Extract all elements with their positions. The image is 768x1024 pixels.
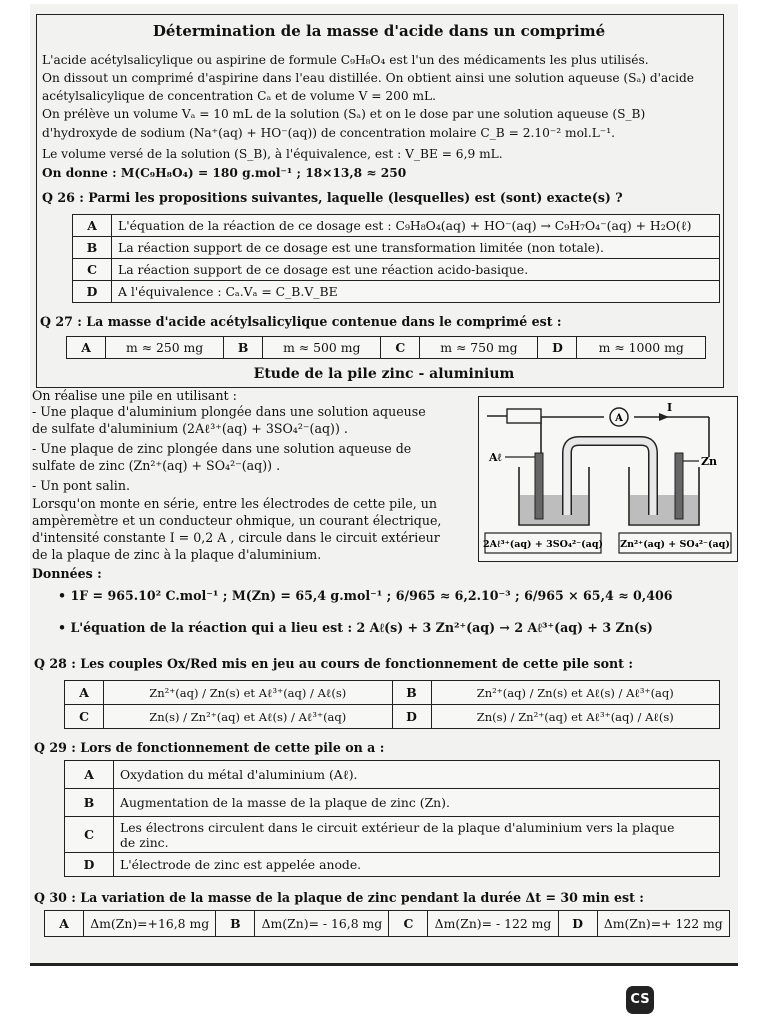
- left-solution-label: 2Aℓ³⁺(aq) + 3SO₄²⁻(aq): [483, 539, 603, 550]
- q27-option-d-letter[interactable]: D: [538, 337, 577, 359]
- option-text: La réaction support de ce dosage est une réaction acido-basique.: [112, 259, 720, 281]
- bottom-rule: [30, 963, 738, 966]
- donnees-bullet-1: • 1F = 965.10² C.mol⁻¹ ; M(Zn) = 65,4 g.mol⁻¹ ; 6/965 ≈ 6,2.10⁻³ ; 6/965 × 65,4 ≈ 0,406: [58, 588, 673, 603]
- intro-line-7: On donne : M(C₉H₈O₄) = 180 g.mol⁻¹ ; 18×13,8 ≈ 250: [42, 166, 407, 180]
- option-letter: B: [65, 789, 114, 817]
- q30-option-a[interactable]: Δm(Zn)=+16,8 mg: [84, 911, 216, 937]
- q30-option-c[interactable]: Δm(Zn)= - 122 mg: [428, 911, 558, 937]
- q29-option-b[interactable]: [65, 789, 720, 817]
- q30-option-b-letter[interactable]: B: [216, 911, 255, 937]
- donnees-bullet-2: • L'équation de la réaction qui a lieu est : 2 Aℓ(s) + 3 Zn²⁺(aq) → 2 Aℓ³⁺(aq) + 3 Zn(s): [58, 620, 653, 635]
- q30-option-a-letter[interactable]: A: [45, 911, 84, 937]
- pile-line-8: ampèremètre et un conducteur ohmique, un courant électrique,: [32, 513, 442, 528]
- pile-line-5: sulfate de zinc (Zn²⁺(aq) + SO₄²⁻(aq)) .: [32, 458, 281, 473]
- q30-option-d[interactable]: Δm(Zn)=+ 122 mg: [597, 911, 729, 937]
- q30-question: Q 30 : La variation de la masse de la plaque de zinc pendant la durée Δt = 30 min est :: [34, 890, 644, 905]
- q28-option-a-letter[interactable]: A: [65, 681, 104, 705]
- q27-option-b-letter[interactable]: B: [224, 337, 263, 359]
- pile-diagram: [478, 396, 738, 562]
- q26-question: Q 26 : Parmi les propositions suivantes, laquelle (lesquelles) est (sont) exacte(s) ?: [42, 190, 623, 205]
- q26-option-a[interactable]: [73, 215, 720, 237]
- q27-option-c-letter[interactable]: C: [381, 337, 420, 359]
- pile-diagram-svg: [479, 397, 737, 561]
- q28-options: [64, 680, 720, 729]
- document-title: Détermination de la masse d'acide dans un comprimé: [152, 22, 606, 40]
- q27-option-b[interactable]: m ≈ 500 mg: [263, 337, 381, 359]
- pile-line-3: de sulfate d'aluminium (2Aℓ³⁺(aq) + 3SO₄²⁻(aq)) .: [32, 421, 348, 436]
- zn-electrode: [675, 453, 683, 519]
- option-letter: D: [73, 281, 112, 303]
- option-letter: A: [73, 215, 112, 237]
- intro-line-2: On dissout un comprimé d'aspirine dans l'eau distillée. On obtient ainsi une solution aqueuse (Sₐ) d'acide: [42, 71, 695, 85]
- q27-option-a[interactable]: m ≈ 250 mg: [106, 337, 224, 359]
- donnees-line-1: 1F = 965.10² C.mol⁻¹ ; M(Zn) = 65,4 g.mol⁻¹ ; 6/965 ≈ 6,2.10⁻³ ; 6/965 × 65,4 ≈ 0,406: [70, 588, 673, 603]
- option-letter: C: [73, 259, 112, 281]
- q28-option-b-letter[interactable]: B: [392, 681, 431, 705]
- option-text: La réaction support de ce dosage est une transformation limitée (non totale).: [112, 237, 720, 259]
- intro-line-1: L'acide acétylsalicylique ou aspirine de formule C₉H₈O₄ est l'un des médicaments les plus utilisés.: [42, 53, 649, 67]
- ammeter-label: A: [615, 413, 623, 424]
- q29-option-a[interactable]: [65, 761, 720, 789]
- camscanner-logo-icon[interactable]: CS: [626, 986, 654, 1014]
- option-letter: D: [65, 853, 114, 877]
- pile-line-2: - Une plaque d'aluminium plongée dans une solution aqueuse: [32, 404, 426, 419]
- option-text-line-2: de zinc.: [120, 834, 169, 850]
- q27-option-c[interactable]: m ≈ 750 mg: [420, 337, 538, 359]
- q28-option-b[interactable]: Zn²⁺(aq) / Zn(s) et Aℓ(s) / Aℓ³⁺(aq): [431, 681, 720, 705]
- donnees-line-2: L'équation de la réaction qui a lieu est : 2 Aℓ(s) + 3 Zn²⁺(aq) → 2 Aℓ³⁺(aq) + 3 Zn(s): [70, 620, 653, 635]
- q27-options: [66, 336, 706, 359]
- q29-question: Q 29 : Lors de fonctionnement de cette pile on a :: [34, 740, 385, 755]
- q26-option-c[interactable]: [73, 259, 720, 281]
- q26-option-b[interactable]: [73, 237, 720, 259]
- pile-line-9: d'intensité constante I = 0,2 A , circule dans le circuit extérieur: [32, 530, 440, 545]
- q28-option-d[interactable]: Zn(s) / Zn²⁺(aq) et Aℓ³⁺(aq) / Aℓ(s): [431, 705, 720, 729]
- q29-option-c[interactable]: [65, 817, 720, 853]
- q29-option-d[interactable]: [65, 853, 720, 877]
- q27-option-a-letter[interactable]: A: [67, 337, 106, 359]
- zn-label: Zn: [701, 455, 718, 468]
- q27-option-d[interactable]: m ≈ 1000 mg: [577, 337, 706, 359]
- q30-options: [44, 910, 730, 937]
- option-letter: B: [73, 237, 112, 259]
- q26-option-d[interactable]: [73, 281, 720, 303]
- al-electrode: [535, 453, 543, 519]
- pile-line-6: - Un pont salin.: [32, 478, 130, 493]
- resistor-icon: [507, 409, 541, 423]
- option-text: [114, 817, 720, 853]
- option-text: L'électrode de zinc est appelée anode.: [114, 853, 720, 877]
- current-arrow-icon: [659, 413, 669, 421]
- option-letter: A: [65, 761, 114, 789]
- option-text-line-1: Les électrons circulent dans le circuit extérieur de la plaque d'aluminium vers la plaque: [120, 819, 675, 835]
- pile-line-7: Lorsqu'on monte en série, entre les électrodes de cette pile, un: [32, 496, 437, 511]
- current-label: I: [667, 401, 673, 414]
- donnees-label: Données :: [32, 566, 102, 581]
- q28-option-c[interactable]: Zn(s) / Zn²⁺(aq) et Aℓ(s) / Aℓ³⁺(aq): [104, 705, 393, 729]
- intro-line-4: On prélève un volume Vₐ = 10 mL de la solution (Sₐ) et on le dose par une solution aqueuse (S_B): [42, 107, 646, 121]
- al-label: Aℓ: [489, 451, 502, 464]
- solution-left: [520, 495, 588, 524]
- pile-line-10: de la plaque de zinc à la plaque d'aluminium.: [32, 547, 322, 562]
- option-text: A l'équivalence : Cₐ.Vₐ = C_B.V_BE: [112, 281, 720, 303]
- solution-right: [630, 495, 698, 524]
- q30-option-d-letter[interactable]: D: [558, 911, 597, 937]
- pile-line-4: - Une plaque de zinc plongée dans une solution aqueuse de: [32, 441, 412, 456]
- q29-options: [64, 760, 720, 877]
- q26-options: [72, 214, 720, 303]
- option-text: Augmentation de la masse de la plaque de zinc (Zn).: [114, 789, 720, 817]
- right-solution-label: Zn²⁺(aq) + SO₄²⁻(aq): [620, 539, 730, 550]
- intro-line-5: d'hydroxyde de sodium (Na⁺(aq) + HO⁻(aq)) de concentration molaire C_B = 2.10⁻² mol.L⁻¹.: [42, 126, 615, 140]
- q27-question: Q 27 : La masse d'acide acétylsalicylique contenue dans le comprimé est :: [40, 314, 562, 329]
- option-letter: C: [65, 817, 114, 853]
- intro-line-6: Le volume versé de la solution (S_B), à l'équivalence, est : V_BE = 6,9 mL.: [42, 147, 503, 161]
- intro-line-3: acétylsalicylique de concentration Cₐ et de volume V = 200 mL.: [42, 89, 436, 103]
- option-text: L'équation de la réaction de ce dosage est : C₉H₈O₄(aq) + HO⁻(aq) → C₉H₇O₄⁻(aq) + H₂O(ℓ): [112, 215, 720, 237]
- q30-option-b[interactable]: Δm(Zn)= - 16,8 mg: [255, 911, 389, 937]
- pile-line-1: On réalise une pile en utilisant :: [32, 388, 237, 403]
- q28-option-d-letter[interactable]: D: [392, 705, 431, 729]
- q28-question: Q 28 : Les couples Ox/Red mis en jeu au cours de fonctionnement de cette pile sont :: [34, 656, 634, 671]
- q30-option-c-letter[interactable]: C: [389, 911, 428, 937]
- q28-option-a[interactable]: Zn²⁺(aq) / Zn(s) et Aℓ³⁺(aq) / Aℓ(s): [104, 681, 393, 705]
- section-title-pile: Etude de la pile zinc - aluminium: [253, 366, 515, 382]
- option-text: Oxydation du métal d'aluminium (Aℓ).: [114, 761, 720, 789]
- q28-option-c-letter[interactable]: C: [65, 705, 104, 729]
